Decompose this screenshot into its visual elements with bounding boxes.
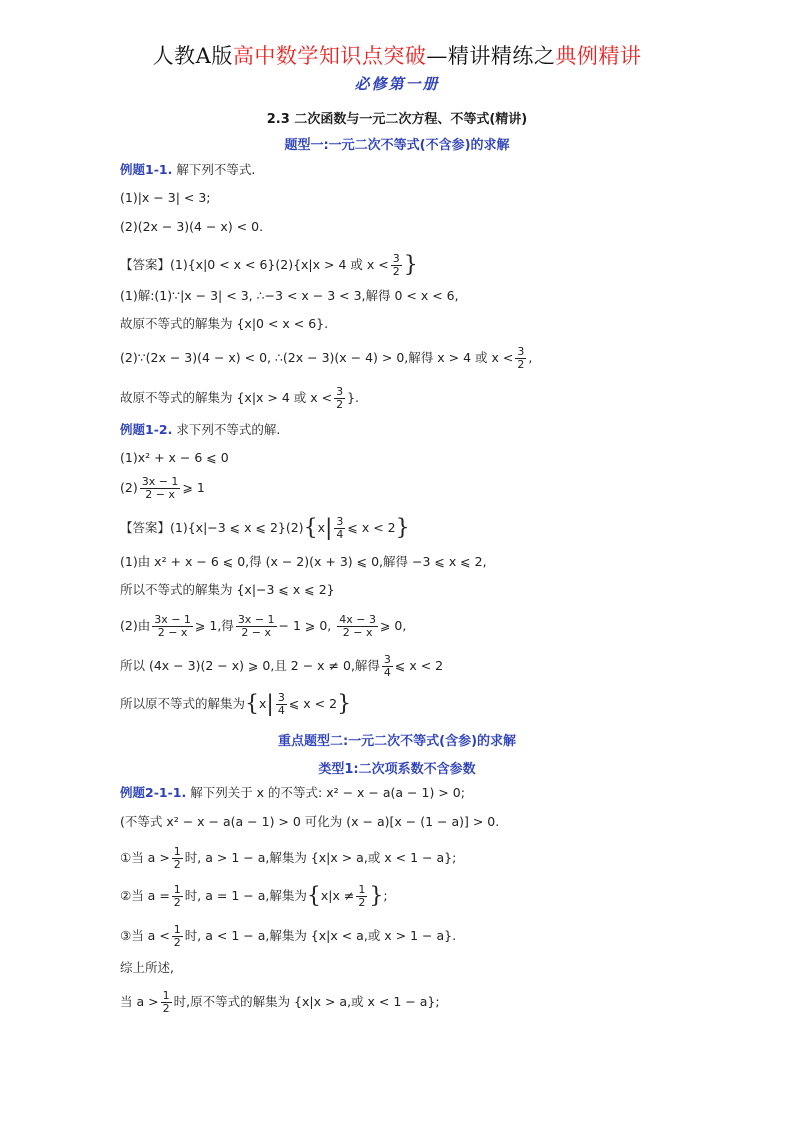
type1-title: 类型1:二次项系数不含参数: [318, 762, 476, 777]
ex1-2-sol1-line2: 所以不等式的解集为 {x|−3 ⩽ x ⩽ 2}: [120, 582, 335, 597]
fraction: $\frac{3}{2}$: [392, 252, 400, 279]
title-part-series: —精讲精练之: [426, 44, 556, 68]
ex1-1-sol1-line2: 故原不等式的解集为 {x|0 < x < 6}.: [120, 316, 329, 331]
answer-label: 【答案】: [120, 257, 171, 273]
ex1-2-q2: (2) $\frac{3x - 1}{2 - x}$ ⩾ 1: [120, 475, 205, 502]
ex2-1-1-header: [120, 787, 465, 800]
ex1-2-sol4: 所以原不等式的解集为{x| $\frac{3}{4}$ ⩽ x < 2}: [120, 691, 352, 718]
fraction: $\frac{3}{2}$: [336, 385, 344, 412]
ex1-1-q2: (2)(2x − 3)(4 − x) < 0.: [120, 219, 264, 234]
fraction: $\frac{3}{2}$: [517, 345, 525, 372]
ex2-1-1-line1: (不等式 x² − x − a(a − 1) > 0 可化为 (x − a)[x − (1 − a)] > 0.: [120, 814, 500, 829]
ex1-1-sol1-line1: (1)解:(1)∵|x − 3| < 3, ∴−3 < x − 3 < 3,解得 0 < x < 6,: [120, 288, 459, 303]
ex1-2-q1: (1)x² + x − 6 ⩽ 0: [120, 450, 229, 465]
ex2-1-1-final: 当 a > $\frac{1}{2}$ 时,原不等式的解集为 {x|x > a,或 x < 1 − a};: [120, 989, 440, 1016]
title-part-textbook: 人教A版: [152, 44, 233, 68]
fraction: $\frac{3x - 1}{2 - x}$: [154, 613, 191, 640]
ex1-2-sol3: 所以 (4x − 3)(2 − x) ⩾ 0,且 2 − x ≠ 0,解得 $\frac{3}{4}$ ⩽ x < 2: [120, 653, 444, 680]
fraction: $\frac{1}{2}$: [173, 845, 181, 872]
fraction: $\frac{1}{2}$: [358, 883, 366, 910]
page-title: [0, 40, 794, 70]
fraction: $\frac{1}{2}$: [162, 989, 170, 1016]
fraction: $\frac{3}{4}$: [383, 653, 391, 680]
title-part-examples: 典例精讲: [555, 44, 642, 68]
ex1-1-label: 例题1-1.: [120, 162, 173, 177]
ex1-2-header: [120, 424, 280, 437]
ex1-1-sol2-line1: (2)∵(2x − 3)(4 − x) < 0, ∴(2x − 3)(x − 4) > 0,解得 x > 4 或 x < $\frac{3}{2}$ ,: [120, 345, 533, 372]
fraction: $\frac{3}{4}$: [336, 515, 344, 542]
answer-label: 【答案】: [120, 520, 171, 536]
ex2-1-1-summary: 综上所述,: [120, 960, 174, 975]
fraction: $\frac{4x - 3}{2 - x}$: [339, 613, 376, 640]
fraction: $\frac{3x - 1}{2 - x}$: [141, 475, 179, 502]
ex1-1-prompt: 解下列不等式.: [176, 162, 256, 177]
ex1-1-header: [120, 164, 255, 177]
ex1-1-q1: (1)|x − 3| < 3;: [120, 190, 211, 205]
ex1-2-prompt: 求下列不等式的解.: [176, 422, 281, 437]
ex1-1-answer: 【答案】(1){x|0 < x < 6}(2){x|x > 4 或 x < $\frac{3}{2}$ }: [120, 252, 418, 279]
ex2-1-1-case2: ②当 a = $\frac{1}{2}$ 时, a = 1 − a,解集为{x|x ≠ $\frac{1}{2}$ };: [120, 883, 388, 910]
ex2-1-1-case1: ①当 a > $\frac{1}{2}$ 时, a > 1 − a,解集为 {x|x > a,或 x < 1 − a};: [120, 845, 457, 872]
ex2-1-1-label: 例题2-1-1.: [120, 785, 187, 800]
fraction: $\frac{3}{4}$: [277, 691, 285, 718]
page-subtitle: 必修第一册: [354, 75, 440, 93]
ex1-2-label: 例题1-2.: [120, 422, 173, 437]
title-part-topic: 高中数学知识点突破: [232, 44, 427, 68]
ex1-2-sol1-line1: (1)由 x² + x − 6 ⩽ 0,得 (x − 2)(x + 3) ⩽ 0,解得 −3 ⩽ x ⩽ 2,: [120, 554, 487, 569]
ex2-1-1-prompt: 解下列关于 x 的不等式: x² − x − a(a − 1) > 0;: [190, 785, 465, 800]
fraction: $\frac{1}{2}$: [173, 923, 181, 950]
ex2-1-1-case3: ③当 a < $\frac{1}{2}$ 时, a < 1 − a,解集为 {x|x < a,或 x > 1 − a}.: [120, 923, 457, 950]
fraction: $\frac{3x - 1}{2 - x}$: [237, 613, 275, 640]
ex1-2-sol2: (2)由 $\frac{3x - 1}{2 - x}$ ⩾ 1,得 $\frac{3x - 1}{2 - x}$ − 1 ⩾ 0, $\frac{4x - 3}{2 - x}$ ⩾ 0,: [120, 613, 407, 640]
topic2-title: 重点题型二:一元二次不等式(含参)的求解: [277, 734, 517, 749]
ex1-1-sol2-line2: 故原不等式的解集为 {x|x > 4 或 x < $\frac{3}{2}$ }.: [120, 385, 360, 412]
section-title: 2.3 二次函数与一元二次方程、不等式(精讲): [266, 112, 528, 127]
answer-text: (1){x|0 < x < 6}(2){x|x > 4 或 x <: [170, 257, 389, 273]
topic1-title: 题型一:一元二次不等式(不含参)的求解: [284, 138, 510, 153]
ex1-2-answer: 【答案】(1){x|−3 ⩽ x ⩽ 2}(2){x| $\frac{3}{4}$ ⩽ x < 2}: [120, 515, 410, 542]
fraction: $\frac{1}{2}$: [173, 883, 181, 910]
